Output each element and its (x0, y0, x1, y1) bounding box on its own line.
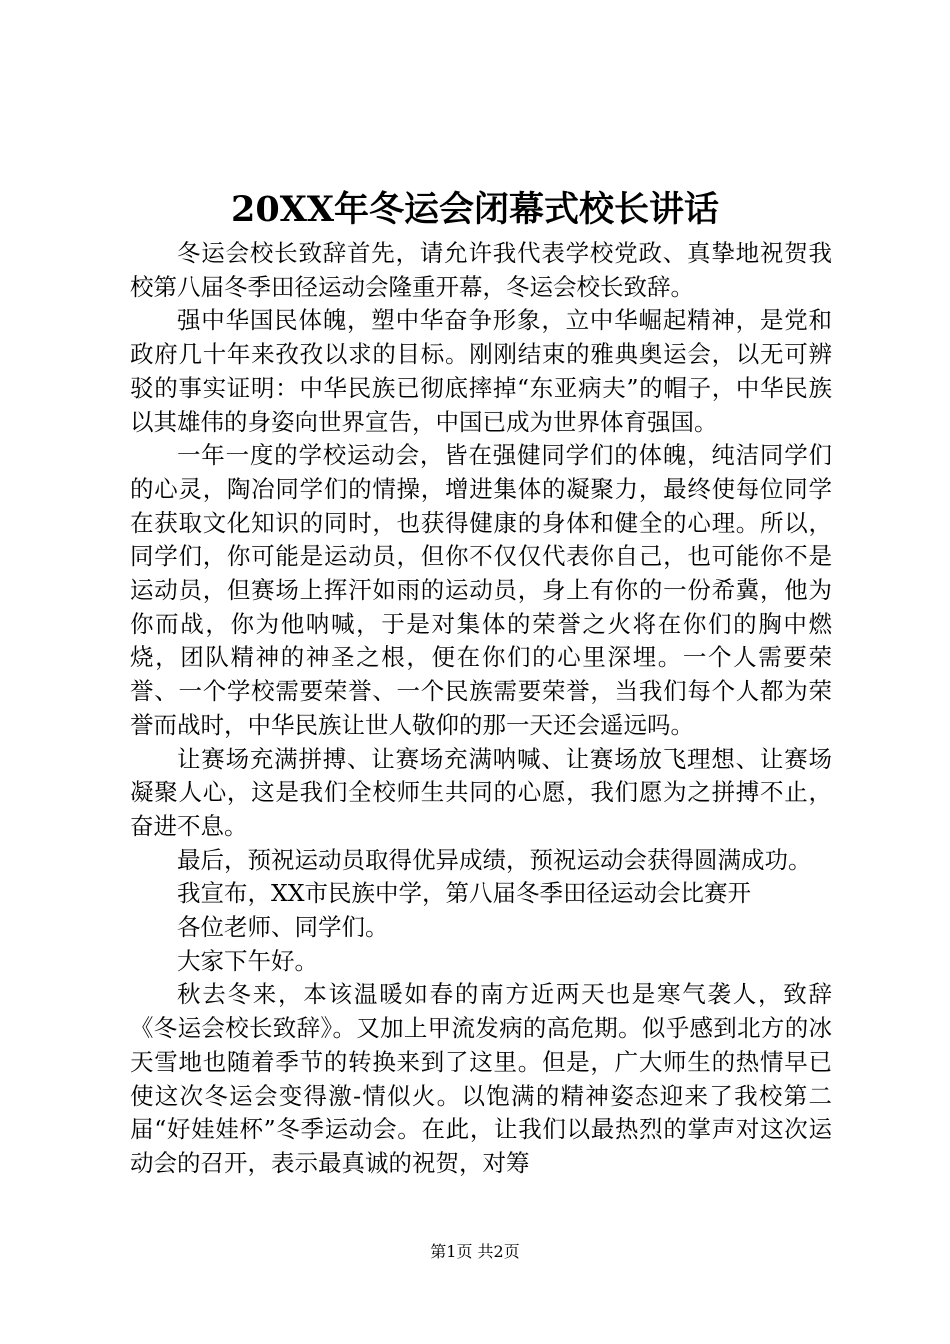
paragraph-opening: 冬运会校长致辞首先，请允许我代表学校党政、真挚地祝贺我校第八届冬季田径运动会隆重开幕，冬运会校长致辞。 (130, 239, 832, 301)
document-title: 20XX年冬运会闭幕式校长讲话 (230, 189, 720, 230)
paragraph-autumn-winter: 秋去冬来，本该温暖如春的南方近两天也是寒气袭人，致辞《冬运会校长致辞》。又加上甲流发病的高危期。似乎感到北方的冰天雪地也随着季节的转换来到了这里。但是，广大师生的热情早已使这次冬运会变得激-情似火。以饱满的精神姿态迎来了我校第二届“好娃娃杯”冬季运动会。在此，让我们以最热烈的掌声对这次运动会的召开，表示最真诚的祝贺，对筹 (130, 980, 832, 1177)
paragraph-national-fitness: 强中华国民体魄，塑中华奋争形象，立中华崛起精神，是党和政府几十年来孜孜以求的目标。刚刚结束的雅典奥运会，以无可辨驳的事实证明：中华民族已彻底摔掉“东亚病夫”的帽子，中华民族以其雄伟的身姿向世界宣告，中国已成为世界体育强国。 (130, 306, 832, 436)
paragraph-greeting-audience: 各位老师、同学们。 (177, 913, 389, 942)
paragraph-good-afternoon: 大家下午好。 (177, 946, 318, 975)
paragraph-school-sports-meet: 一年一度的学校运动会，皆在强健同学们的体魄，纯洁同学们的心灵，陶冶同学们的情操，增进集体的凝聚力，最终使每位同学在获取文化知识的同时，也获得健康的身体和健全的心理。所以，同学们，你可能是运动员，但你不仅仅代表你自己，也可能你不是运动员，但赛场上挥汗如雨的运动员，身上有你的一份希冀，他为你而战，你为他呐喊，于是对集体的荣誉之火将在你们的胸中燃烧，团队精神的神圣之根，便在你们的心里深埋。一个人需要荣誉、一个学校需要荣誉、一个民族需要荣誉，当我们每个人都为荣誉而战时，中华民族让世人敬仰的那一天还会遥远吗。 (130, 441, 832, 739)
paragraph-best-wishes: 最后，预祝运动员取得优异成绩，预祝运动会获得圆满成功。 (177, 845, 812, 874)
document-body (130, 237, 832, 1181)
paragraph-announcement: 我宣布，XX市民族中学，第八届冬季田径运动会比赛开 (177, 879, 751, 908)
page-footer: 第1页 共2页 (430, 1242, 520, 1261)
paragraph-shared-wish: 让赛场充满拼搏、让赛场充满呐喊、让赛场放飞理想、让赛场凝聚人心，这是我们全校师生共同的心愿，我们愿为之拼搏不止，奋进不息。 (130, 744, 832, 840)
